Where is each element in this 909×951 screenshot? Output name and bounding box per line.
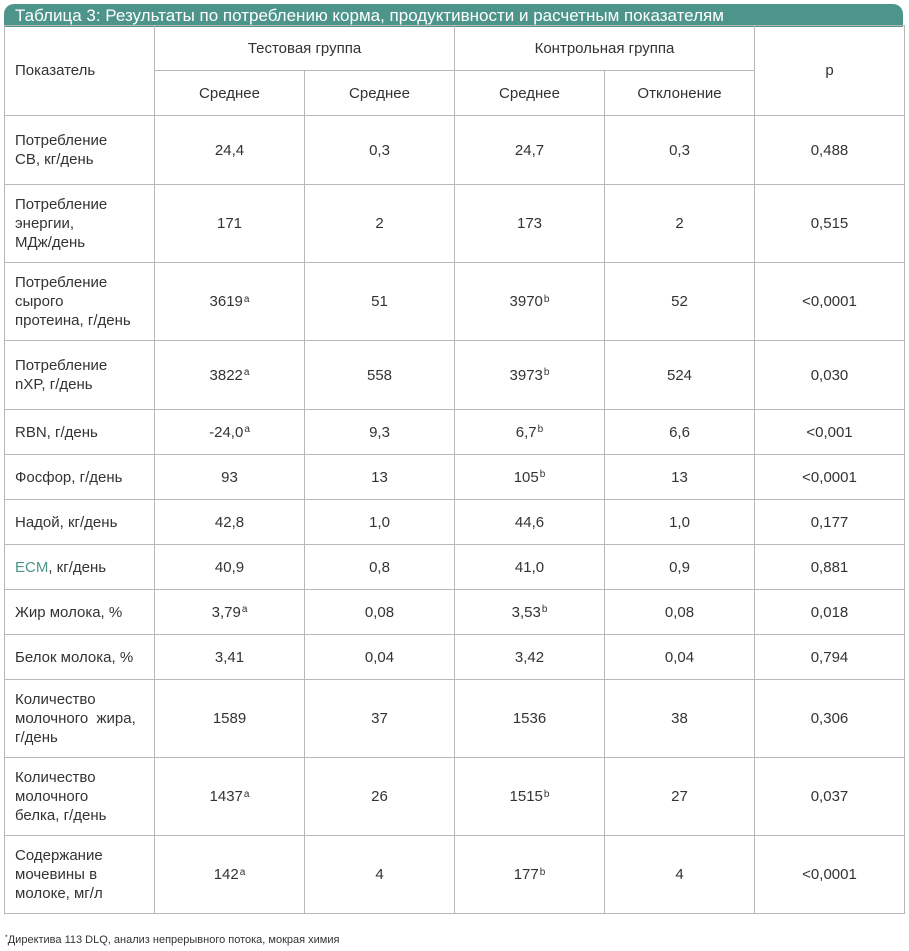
table-row <box>5 545 905 590</box>
test-mean-cell <box>155 410 305 455</box>
control-mean-cell <box>455 545 605 590</box>
test-mean-cell-value: 3822 <box>209 366 243 384</box>
control-mean-cell-significance-mark: b <box>539 469 546 480</box>
row-label <box>5 635 155 680</box>
control-deviation-cell <box>605 185 755 263</box>
p-value-cell-value: <0,0001 <box>802 293 857 310</box>
test-mean-cell-value: -24,0 <box>209 423 244 441</box>
p-value-cell-value: 0,177 <box>810 513 849 531</box>
header-control-group: Контрольная группа <box>455 26 755 71</box>
control-mean-cell <box>455 635 605 680</box>
control-deviation-cell-value: 0,9 <box>669 558 690 576</box>
row-label-line: Потребление <box>15 357 108 374</box>
test-second-cell-value: 13 <box>371 468 388 486</box>
test-second-cell <box>305 635 455 680</box>
test-second-cell <box>305 836 455 914</box>
p-value-cell <box>755 341 905 410</box>
control-mean-cell <box>455 758 605 836</box>
table-row <box>5 758 905 836</box>
p-value-cell <box>755 836 905 914</box>
test-mean-cell-value: 93 <box>221 468 238 486</box>
control-mean-cell-value: 3973 <box>509 366 543 384</box>
row-label-line: мочевины в <box>15 866 98 883</box>
row-label <box>5 758 155 836</box>
control-deviation-cell-value: 0,08 <box>664 603 695 621</box>
row-label <box>5 263 155 341</box>
test-mean-cell <box>155 836 305 914</box>
p-value-cell <box>755 635 905 680</box>
test-second-cell-value: 26 <box>371 788 388 805</box>
control-mean-cell <box>455 410 605 455</box>
control-deviation-cell <box>605 341 755 410</box>
test-mean-cell-value: 24,4 <box>214 141 245 159</box>
control-mean-cell <box>455 185 605 263</box>
test-mean-cell-value: 1589 <box>212 710 247 727</box>
control-deviation-cell <box>605 590 755 635</box>
control-mean-cell <box>455 116 605 185</box>
test-mean-cell <box>155 500 305 545</box>
control-mean-cell <box>455 263 605 341</box>
test-mean-cell-significance-mark: a <box>244 424 250 435</box>
p-value-cell-value: <0,0001 <box>802 468 857 486</box>
test-second-cell-value: 0,3 <box>369 141 390 159</box>
p-value-cell <box>755 410 905 455</box>
row-label-line: Количество <box>15 691 96 708</box>
control-mean-cell <box>455 680 605 758</box>
test-second-cell-value: 37 <box>371 710 388 727</box>
results-table <box>4 25 905 914</box>
row-label-line: молочного жира, <box>15 710 136 727</box>
control-mean-cell-value: 24,7 <box>514 141 545 159</box>
table-row <box>5 185 905 263</box>
row-label-line: Белок молока, % <box>15 648 134 666</box>
row-label-line: г/день <box>15 729 58 746</box>
test-second-cell-value: 0,04 <box>364 648 395 666</box>
p-value-cell <box>755 680 905 758</box>
p-value-cell-value: 0,018 <box>810 603 849 621</box>
row-label <box>5 590 155 635</box>
table-row <box>5 836 905 914</box>
control-mean-cell <box>455 455 605 500</box>
row-label-line <box>15 558 144 577</box>
control-mean-cell-value: 44,6 <box>514 513 545 531</box>
control-deviation-cell-value: 13 <box>671 468 688 486</box>
control-mean-cell-value: 173 <box>516 215 543 232</box>
test-second-cell-value: 0,08 <box>364 603 395 621</box>
test-mean-cell <box>155 635 305 680</box>
test-second-cell <box>305 680 455 758</box>
row-label-abbreviation: ECM <box>15 558 49 576</box>
p-value-cell <box>755 758 905 836</box>
control-mean-cell-significance-mark: b <box>543 788 550 800</box>
row-label-line: сырого <box>15 293 64 310</box>
test-second-cell <box>305 341 455 410</box>
test-mean-cell-value: 3619 <box>209 293 243 310</box>
header-test-second: Среднее <box>305 71 455 116</box>
footnote-marker: * <box>5 934 8 942</box>
control-deviation-cell <box>605 545 755 590</box>
test-second-cell <box>305 263 455 341</box>
test-mean-cell-significance-mark: a <box>239 866 246 878</box>
control-mean-cell-value: 105 <box>513 468 539 486</box>
test-second-cell-value: 558 <box>366 366 393 384</box>
test-mean-cell <box>155 263 305 341</box>
test-second-cell-value: 2 <box>375 215 384 232</box>
table-row <box>5 341 905 410</box>
row-label-line: nXP, г/день <box>15 376 93 393</box>
p-value-cell <box>755 455 905 500</box>
test-second-cell-value: 1,0 <box>369 513 390 531</box>
test-mean-cell-value: 1437 <box>209 788 243 805</box>
control-mean-cell-significance-mark: b <box>541 604 548 615</box>
p-value-cell <box>755 590 905 635</box>
p-value-cell <box>755 185 905 263</box>
control-deviation-cell <box>605 455 755 500</box>
row-label <box>5 680 155 758</box>
row-label-line: молоке, мг/л <box>15 885 103 902</box>
row-label-line: Потребление <box>15 274 108 291</box>
table-row <box>5 500 905 545</box>
test-second-cell <box>305 545 455 590</box>
control-mean-cell <box>455 836 605 914</box>
p-value-cell-value: <0,0001 <box>802 866 857 883</box>
p-value-cell-value: 0,030 <box>810 366 849 384</box>
header-test-mean: Среднее <box>155 71 305 116</box>
control-deviation-cell <box>605 635 755 680</box>
test-second-cell <box>305 590 455 635</box>
row-label-line: Потребление <box>15 132 108 149</box>
test-mean-cell-value: 142 <box>213 866 239 883</box>
table-title: Таблица 3: Результаты по потреблению корма, продуктивности и расчетным показателям <box>4 4 903 27</box>
test-mean-cell <box>155 455 305 500</box>
control-deviation-cell <box>605 836 755 914</box>
p-value-cell-value: 0,515 <box>810 215 849 232</box>
control-mean-cell-value: 3,53 <box>511 603 541 621</box>
row-label-line: Содержание <box>15 847 103 864</box>
test-second-cell-value: 0,8 <box>369 558 390 576</box>
control-mean-cell-value: 1515 <box>509 788 543 805</box>
control-mean-cell-value: 3970 <box>509 293 543 310</box>
control-deviation-cell-value: 27 <box>671 788 688 805</box>
header-indicator: Показатель <box>5 26 155 116</box>
row-label-line: протеина, г/день <box>15 312 131 329</box>
table-row <box>5 590 905 635</box>
row-label <box>5 455 155 500</box>
row-label-line: энергии, <box>15 215 75 232</box>
control-deviation-cell <box>605 680 755 758</box>
row-label-line: Фосфор, г/день <box>15 468 123 486</box>
control-deviation-cell-value: 524 <box>666 366 693 384</box>
table-row <box>5 635 905 680</box>
row-label-line: Жир молока, % <box>15 603 123 621</box>
row-label <box>5 410 155 455</box>
row-label <box>5 116 155 185</box>
control-deviation-cell <box>605 758 755 836</box>
header-control-deviation: Отклонение <box>605 71 755 116</box>
control-deviation-cell-value: 1,0 <box>669 513 690 531</box>
test-second-cell <box>305 185 455 263</box>
control-mean-cell-significance-mark: b <box>539 866 546 878</box>
p-value-cell <box>755 116 905 185</box>
test-mean-cell <box>155 680 305 758</box>
control-mean-cell-value: 41,0 <box>514 558 545 576</box>
test-mean-cell <box>155 116 305 185</box>
test-second-cell <box>305 500 455 545</box>
test-mean-cell <box>155 545 305 590</box>
control-deviation-cell-value: 52 <box>671 293 688 310</box>
control-deviation-cell-value: 4 <box>675 866 684 883</box>
control-mean-cell <box>455 341 605 410</box>
row-label-line: Потребление <box>15 196 108 213</box>
test-second-cell <box>305 410 455 455</box>
row-label-line: СВ, кг/день <box>15 151 94 168</box>
row-label <box>5 545 155 590</box>
test-mean-cell-significance-mark: a <box>241 604 248 615</box>
table-row <box>5 410 905 455</box>
control-mean-cell <box>455 500 605 545</box>
header-control-mean: Среднее <box>455 71 605 116</box>
test-mean-cell-value: 171 <box>216 215 243 232</box>
table-row <box>5 263 905 341</box>
p-value-cell-value: 0,794 <box>810 648 849 666</box>
test-second-cell-value: 4 <box>375 866 384 883</box>
header-row-groups <box>5 26 905 71</box>
test-mean-cell <box>155 185 305 263</box>
test-mean-cell <box>155 590 305 635</box>
control-deviation-cell-value: 2 <box>675 215 684 232</box>
test-second-cell <box>305 455 455 500</box>
control-deviation-cell-value: 0,3 <box>669 141 690 159</box>
test-second-cell <box>305 758 455 836</box>
test-second-cell-value: 51 <box>371 293 388 310</box>
test-mean-cell-value: 3,41 <box>214 648 245 666</box>
test-mean-cell-value: 40,9 <box>214 558 245 576</box>
table-row <box>5 680 905 758</box>
row-label-line: RBN, г/день <box>15 423 98 441</box>
test-mean-cell-significance-mark: a <box>243 367 250 378</box>
test-mean-cell <box>155 758 305 836</box>
p-value-cell-value: 0,306 <box>810 710 849 727</box>
p-value-cell-value: 0,037 <box>810 788 849 805</box>
row-label-line: молочного <box>15 788 89 805</box>
control-deviation-cell-value: 38 <box>671 710 688 727</box>
row-label <box>5 500 155 545</box>
control-mean-cell <box>455 590 605 635</box>
footnote-text: Директива 113 DLQ, анализ непрерывного потока, мокрая химия <box>7 934 340 946</box>
control-mean-cell-significance-mark: b <box>543 367 550 378</box>
control-deviation-cell <box>605 410 755 455</box>
control-mean-cell-significance-mark: b <box>543 293 550 305</box>
p-value-cell-value: 0,488 <box>810 141 849 159</box>
test-mean-cell-significance-mark: a <box>243 293 250 305</box>
row-label <box>5 341 155 410</box>
row-label-unit: , кг/день <box>48 558 107 576</box>
control-mean-cell-value: 1536 <box>512 710 547 727</box>
row-label-line: Надой, кг/день <box>15 513 118 531</box>
test-mean-cell-value: 42,8 <box>214 513 245 531</box>
p-value-cell <box>755 545 905 590</box>
header-p-value: p <box>755 26 905 116</box>
test-second-cell-value: 9,3 <box>369 423 390 441</box>
row-label-line: Количество <box>15 769 96 786</box>
row-label-line: белка, г/день <box>15 807 107 824</box>
test-second-cell <box>305 116 455 185</box>
row-label <box>5 836 155 914</box>
control-deviation-cell-value: 0,04 <box>664 648 695 666</box>
header-test-group: Тестовая группа <box>155 26 455 71</box>
control-deviation-cell <box>605 500 755 545</box>
test-mean-cell <box>155 341 305 410</box>
control-deviation-cell <box>605 263 755 341</box>
row-label-line: МДж/день <box>15 234 86 251</box>
p-value-cell <box>755 263 905 341</box>
footnote <box>5 934 339 946</box>
control-mean-cell-value: 6,7 <box>515 423 537 441</box>
test-mean-cell-significance-mark: a <box>243 788 250 800</box>
test-mean-cell-value: 3,79 <box>211 603 241 621</box>
p-value-cell-value: <0,001 <box>806 423 853 441</box>
control-mean-cell-value: 3,42 <box>514 648 545 666</box>
control-mean-cell-significance-mark: b <box>537 424 544 435</box>
row-label <box>5 185 155 263</box>
control-mean-cell-value: 177 <box>513 866 539 883</box>
p-value-cell-value: 0,881 <box>810 558 849 576</box>
p-value-cell <box>755 500 905 545</box>
control-deviation-cell <box>605 116 755 185</box>
control-deviation-cell-value: 6,6 <box>669 423 690 441</box>
table-row <box>5 455 905 500</box>
table-row <box>5 116 905 185</box>
